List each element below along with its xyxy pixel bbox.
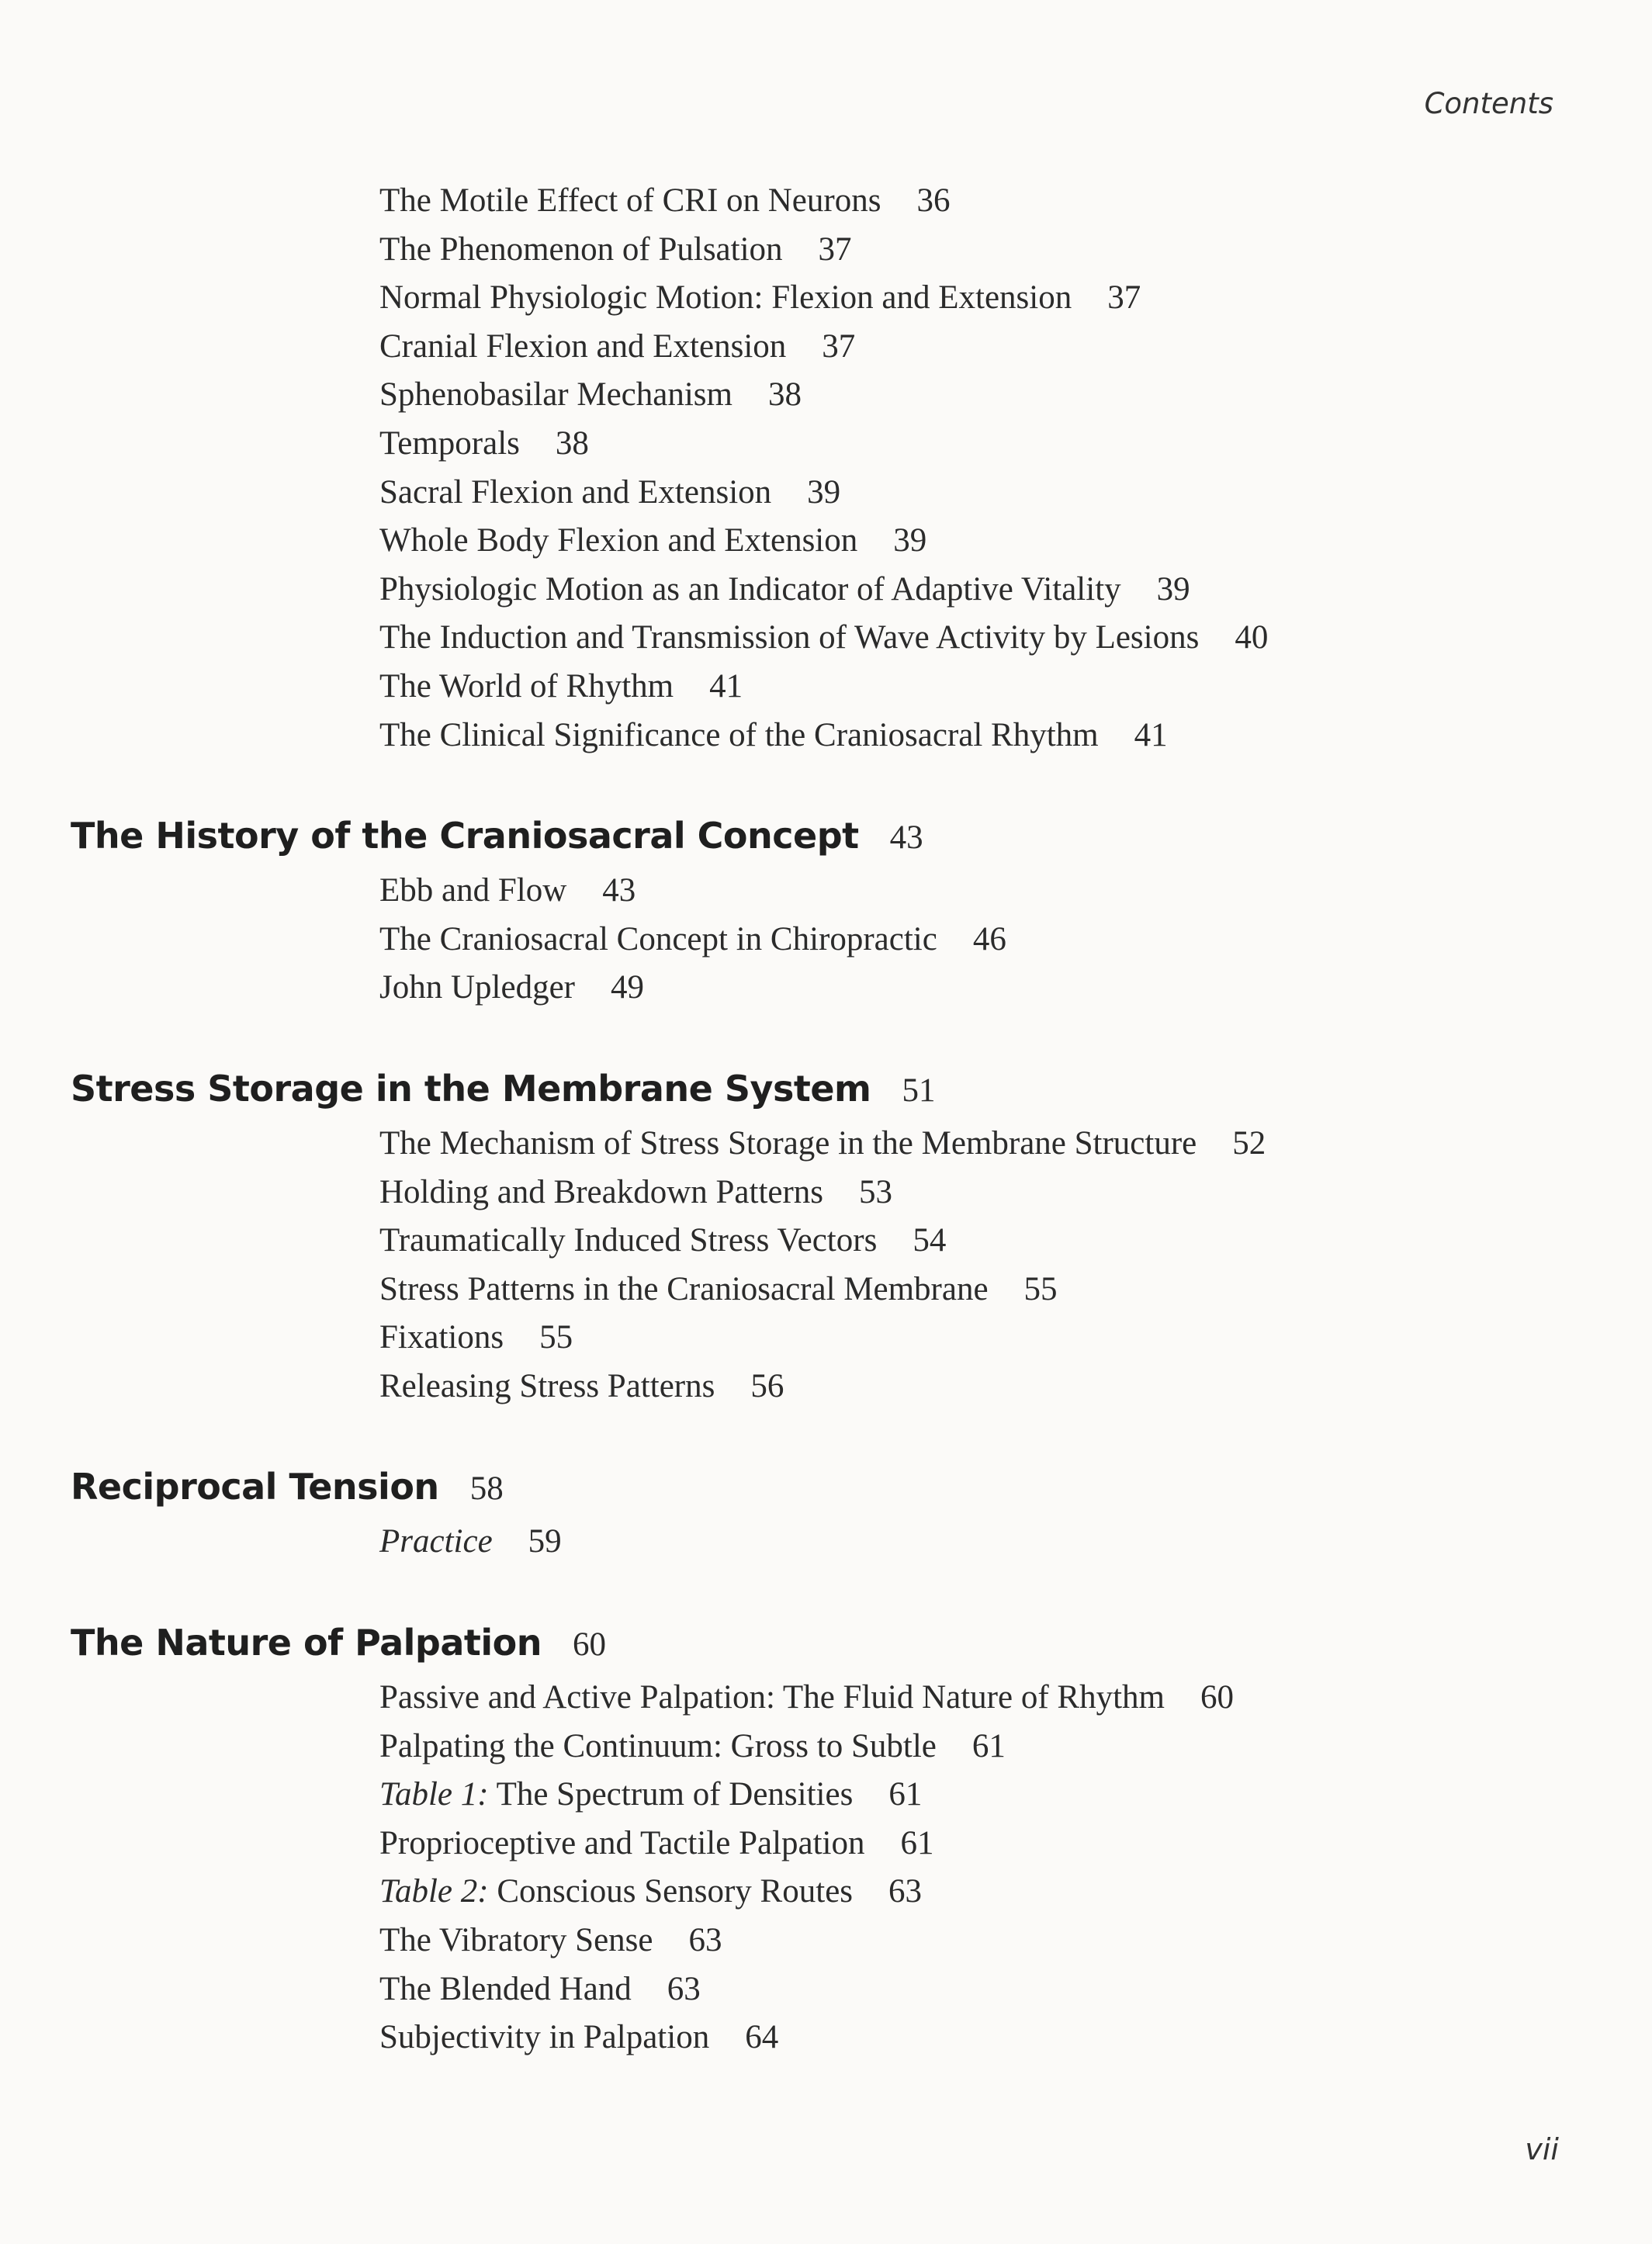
entry-page: 39 [893, 522, 927, 559]
entry-page: 36 [916, 182, 951, 219]
entry-page: 60 [1200, 1679, 1234, 1716]
toc-entry[interactable] [379, 2014, 1652, 2062]
entry-page: 43 [602, 872, 636, 909]
toc-entry[interactable] [379, 1820, 1652, 1868]
toc-entry[interactable] [379, 1868, 1652, 1917]
entry-page: 39 [1156, 570, 1190, 608]
entry-title: Physiologic Motion as an Indicator of Adaptive Vitality [379, 570, 1121, 608]
entry-title: The Clinical Significance of the Craniosacral Rhythm [379, 716, 1099, 753]
entry-title: The Mechanism of Stress Storage in the Membrane Structure [379, 1124, 1197, 1162]
entry-title: John Upledger [379, 969, 575, 1006]
entry-title: The Phenomenon of Pulsation [379, 230, 783, 268]
toc-entry[interactable] [379, 517, 1652, 566]
entry-page: 59 [528, 1523, 562, 1560]
toc-entry[interactable] [379, 1363, 1652, 1411]
entry-page: 37 [1107, 279, 1141, 317]
entry-title: Stress Patterns in the Craniosacral Membrane [379, 1270, 989, 1307]
section-title: Stress Storage in the Membrane System [71, 1067, 871, 1110]
entry-page: 40 [1235, 619, 1269, 656]
entry-title: Whole Body Flexion and Extension [379, 522, 858, 559]
entry-title: Palpating the Continuum: Gross to Subtle [379, 1727, 937, 1764]
table-label: Table 1: [379, 1776, 489, 1813]
entry-title: The World of Rhythm [379, 667, 674, 705]
entry-page: 55 [1023, 1270, 1058, 1307]
entry-title: Traumatically Induced Stress Vectors [379, 1222, 878, 1259]
entry-page: 38 [768, 376, 802, 414]
entry-page: 61 [971, 1727, 1006, 1764]
toc-entry[interactable] [379, 1917, 1652, 1965]
entry-title: Conscious Sensory Routes [497, 1873, 854, 1910]
entry-page: 41 [1134, 716, 1168, 753]
entry-page: 52 [1232, 1124, 1266, 1162]
toc-entry[interactable] [379, 1314, 1652, 1363]
entry-title: Ebb and Flow [379, 872, 567, 909]
toc-entry[interactable] [379, 226, 1652, 275]
section-title: The History of the Craniosacral Concept [71, 815, 859, 857]
entry-page: 46 [972, 920, 1006, 958]
section-heading-history[interactable] [71, 805, 1652, 867]
entry-title: The Motile Effect of CRI on Neurons [379, 182, 881, 219]
toc-entry[interactable] [379, 566, 1652, 615]
entry-page: 37 [818, 230, 852, 268]
section-page: 51 [902, 1072, 936, 1109]
entry-page: 54 [913, 1222, 947, 1259]
entry-title: The Vibratory Sense [379, 1922, 653, 1959]
toc-entry[interactable] [379, 1723, 1652, 1771]
entry-page: 55 [539, 1319, 573, 1356]
toc-entry[interactable] [379, 614, 1652, 663]
entry-title: Sacral Flexion and Extension [379, 473, 772, 511]
toc-entry[interactable] [379, 712, 1652, 760]
table-of-contents [0, 177, 1652, 2062]
entry-title: Fixations [379, 1319, 504, 1356]
entry-title: Releasing Stress Patterns [379, 1367, 715, 1404]
toc-entry[interactable] [379, 1518, 1652, 1567]
entry-title: Normal Physiologic Motion: Flexion and Extension [379, 279, 1072, 317]
section-heading-palpation[interactable] [71, 1612, 1652, 1674]
toc-entry[interactable] [379, 1266, 1652, 1314]
running-head: Contents [1424, 87, 1553, 120]
entry-title: Practice [379, 1523, 493, 1560]
toc-entry[interactable] [379, 1120, 1652, 1169]
entry-title: The Blended Hand [379, 1970, 632, 2007]
entry-title: The Induction and Transmission of Wave Activity by Lesions [379, 619, 1200, 656]
toc-entry[interactable] [379, 964, 1652, 1013]
toc-entry[interactable] [379, 177, 1652, 226]
toc-entry[interactable] [379, 371, 1652, 420]
toc-entry[interactable] [379, 420, 1652, 469]
entry-page: 63 [688, 1922, 722, 1959]
toc-entry[interactable] [379, 323, 1652, 372]
section-page: 43 [889, 819, 923, 857]
section-title: The Nature of Palpation [71, 1622, 542, 1664]
section-page: 60 [573, 1626, 607, 1664]
entry-title: Sphenobasilar Mechanism [379, 376, 732, 414]
entry-title: Holding and Breakdown Patterns [379, 1173, 824, 1210]
section-title: Reciprocal Tension [71, 1466, 439, 1508]
entry-title: The Craniosacral Concept in Chiropractic [379, 920, 937, 958]
toc-entry[interactable] [379, 469, 1652, 518]
entry-title: Subjectivity in Palpation [379, 2019, 710, 2056]
entry-page: 49 [610, 969, 644, 1006]
toc-entry[interactable] [379, 1674, 1652, 1723]
toc-entry[interactable] [379, 1217, 1652, 1266]
section-heading-stress-storage[interactable] [71, 1058, 1652, 1120]
toc-entry[interactable] [379, 1169, 1652, 1217]
section-page: 58 [469, 1470, 504, 1508]
toc-entry[interactable] [379, 867, 1652, 916]
toc-entry[interactable] [379, 916, 1652, 964]
toc-entry[interactable] [379, 1965, 1652, 2014]
entry-title: Passive and Active Palpation: The Fluid Nature of Rhythm [379, 1679, 1165, 1716]
entry-page: 37 [822, 327, 856, 365]
entry-page: 61 [888, 1776, 923, 1813]
entry-page: 61 [900, 1824, 934, 1861]
section-heading-reciprocal-tension[interactable] [71, 1456, 1652, 1518]
toc-entry[interactable] [379, 1771, 1652, 1820]
entry-title: Temporals [379, 424, 520, 462]
entry-title: Cranial Flexion and Extension [379, 327, 787, 365]
entry-page: 41 [709, 667, 743, 705]
entry-page: 63 [667, 1970, 701, 2007]
entry-page: 39 [807, 473, 841, 511]
entry-title: Proprioceptive and Tactile Palpation [379, 1824, 865, 1861]
table-label: Table 2: [379, 1873, 489, 1910]
entry-page: 63 [888, 1873, 923, 1910]
entry-title: The Spectrum of Densities [496, 1776, 854, 1813]
toc-entry[interactable] [379, 663, 1652, 712]
toc-entry[interactable] [379, 274, 1652, 323]
intro-entries [0, 177, 1652, 760]
entry-page: 38 [555, 424, 589, 462]
entry-page: 53 [859, 1173, 893, 1210]
entry-page: 64 [745, 2019, 779, 2056]
page-number: vii [1525, 2132, 1559, 2166]
entry-page: 56 [750, 1367, 784, 1404]
